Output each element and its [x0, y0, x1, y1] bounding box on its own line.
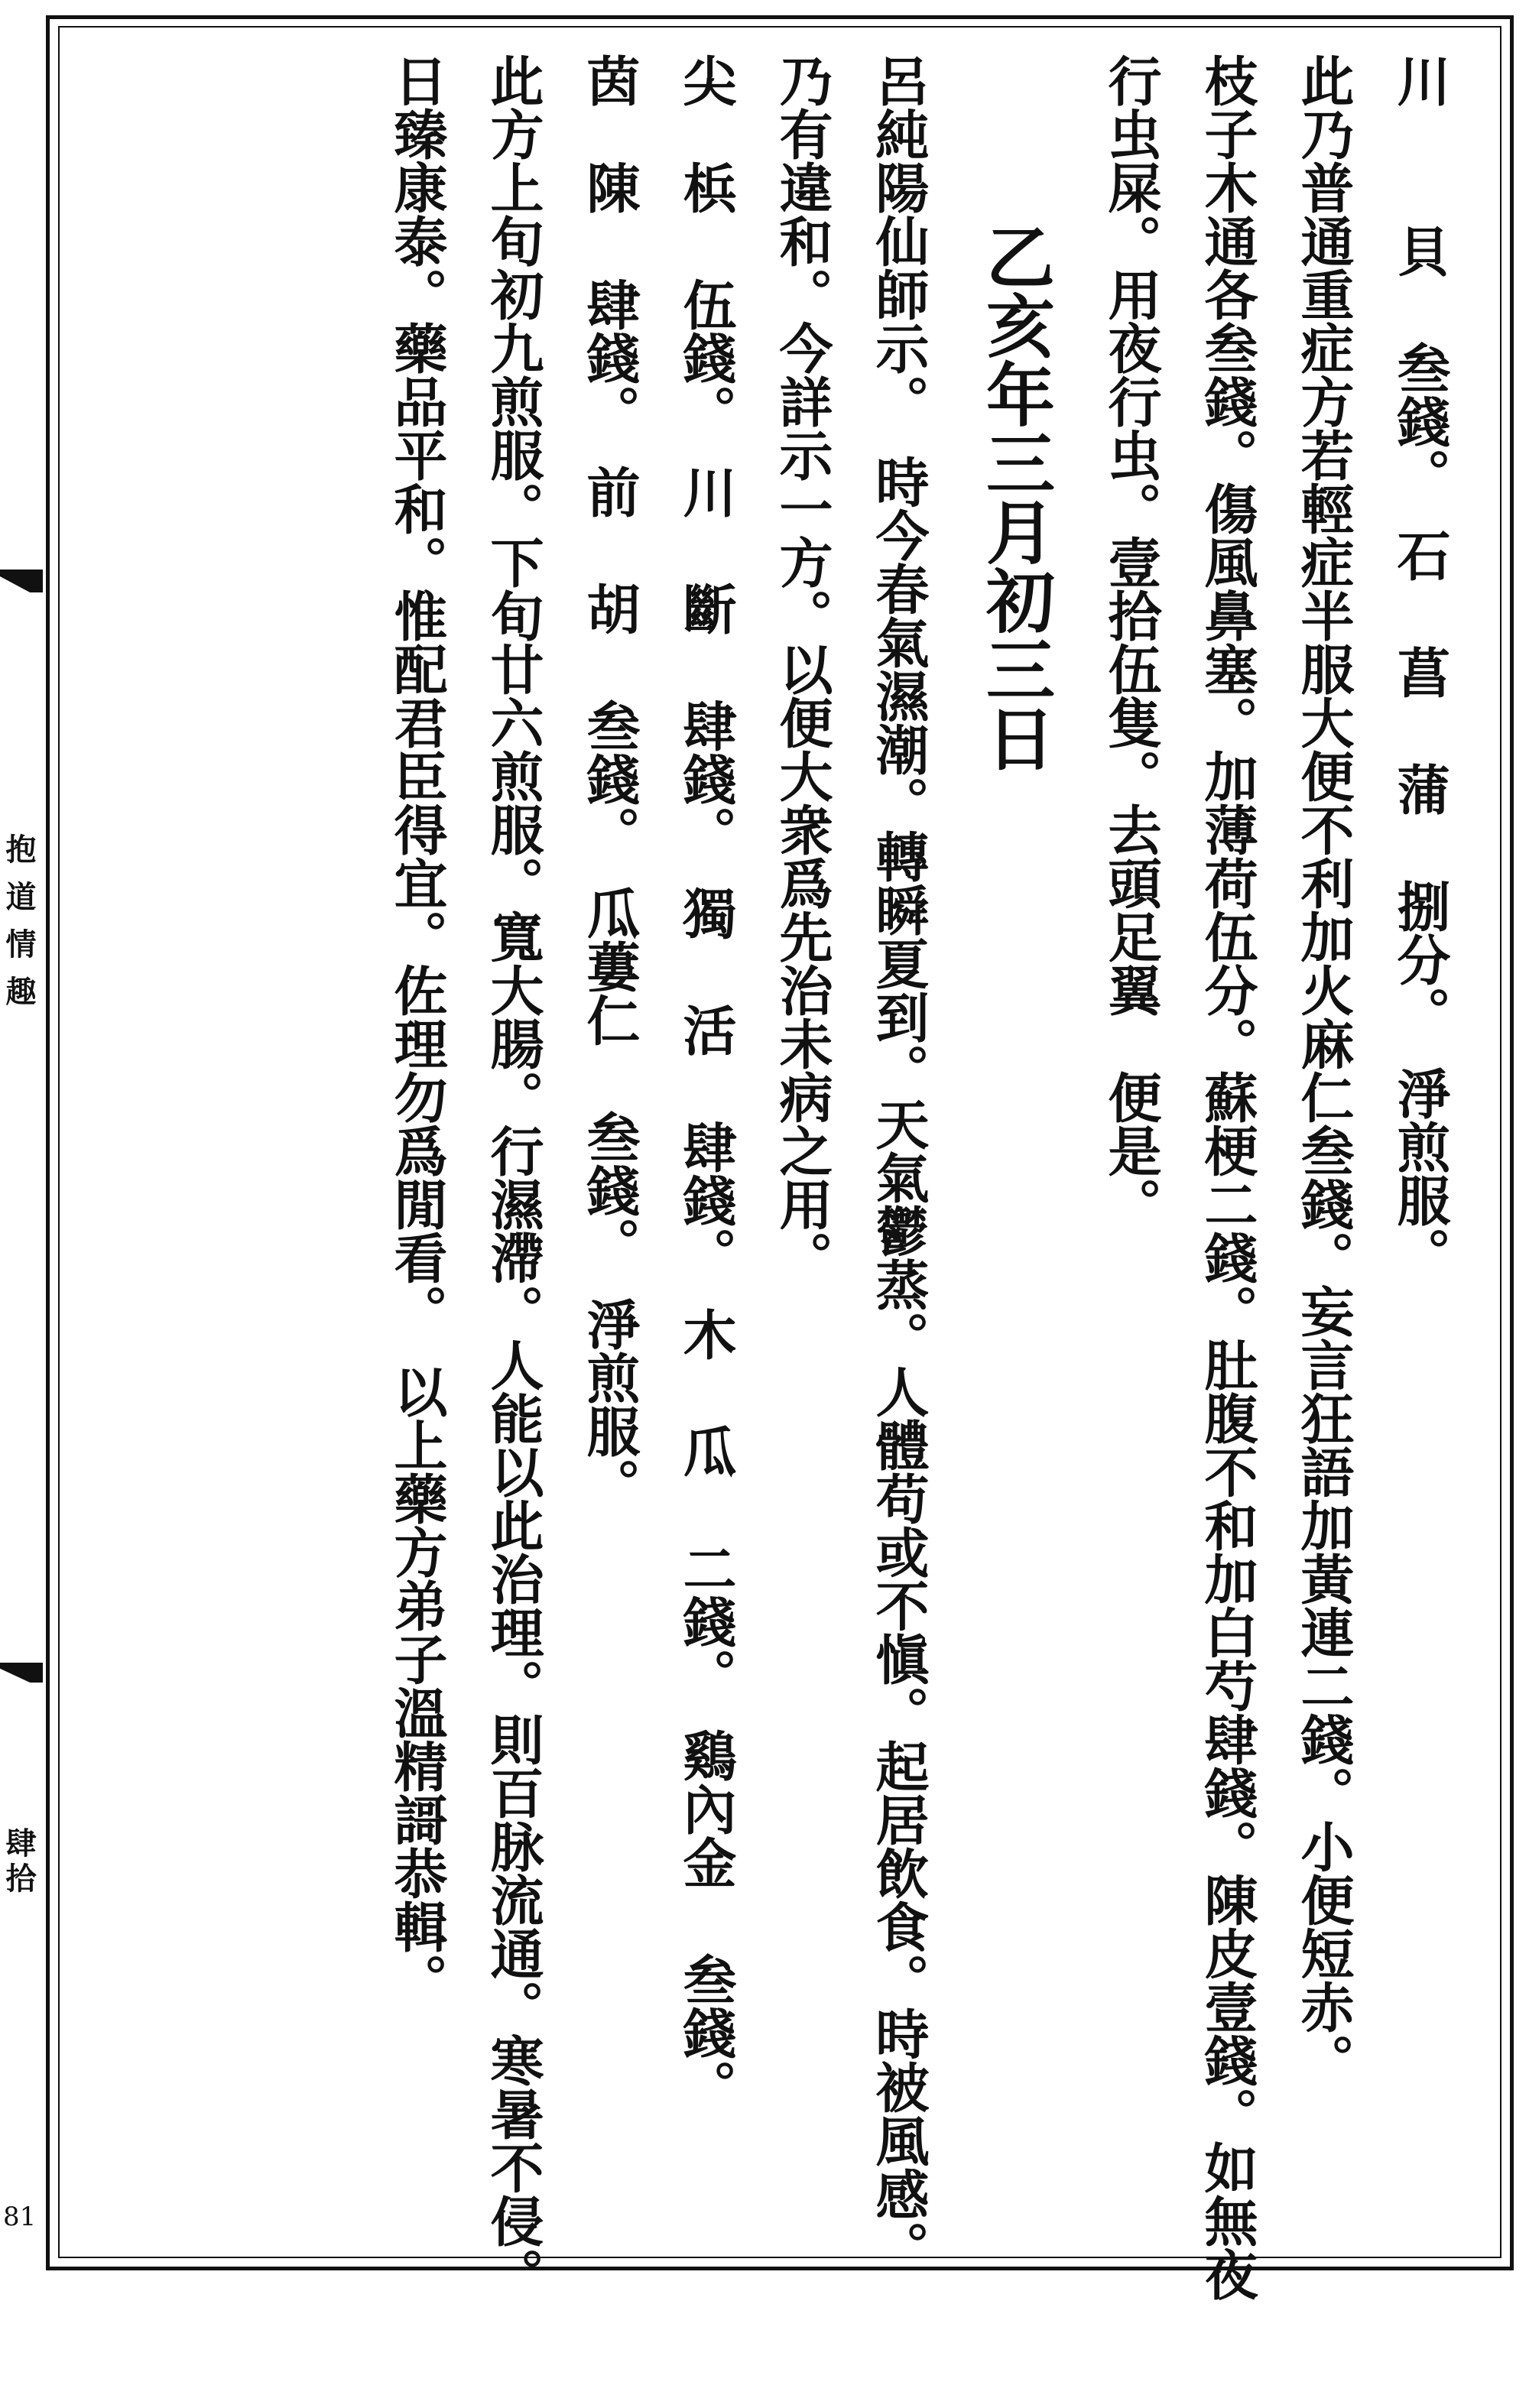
page-number: 81: [3, 2202, 37, 2232]
text-column-4: 行虫屎。用夜行虫。壹拾伍隻。去頭足翼 便是。: [1099, 54, 1163, 1231]
text-column-11: 日臻康泰。藥品平和。惟配君臣得宜。佐理勿爲閒看。 以上藥方弟子溫精謌恭輯。: [385, 54, 449, 2007]
fishtail-mark-bottom: [0, 1663, 43, 1683]
leaf-number: 肆拾: [1, 1827, 37, 1897]
text-column-8: 尖 梹 伍錢。 川 斷 肆錢。 獨 活 肆錢。 木 瓜 二錢。 鷄內金 叁錢。: [674, 54, 738, 2113]
text-body: [92, 54, 1468, 2301]
text-column-10: 此方上旬初九煎服。下旬廿六煎服。寬大腸。行濕滯。人能以此治理。則百脉流通。寒暑不侵。: [482, 54, 545, 2301]
book-title: 抱道情趣: [1, 833, 37, 1023]
text-column-6: 呂純陽仙師示。 時今春氣濕潮。轉瞬夏到。天氣鬱蒸。人體苟或不愼。起居飲食。時被風感。: [867, 54, 930, 2274]
text-column-3: 枝子木通各叁錢。傷風鼻塞。加薄荷伍分。蘇梗二錢。肚腹不和加白芍肆錢。陳皮壹錢。如無夜: [1196, 54, 1259, 2301]
text-column-9: 茵 陳 肆錢。 前 胡 叁錢。 瓜蔞仁 叁錢。 淨煎服。: [578, 54, 641, 1511]
margin-strip: [0, 0, 44, 2293]
text-column-1: 川 貝 叁錢。 石 菖 蒲 捌分。 淨煎服。: [1388, 54, 1452, 1280]
text-column-2: 此乃普通重症方若輕症半服大便不利加火麻仁叁錢。妄言狂語加黃連二錢。小便短赤。: [1292, 54, 1355, 2087]
fishtail-mark-top: [0, 570, 43, 592]
date-heading: 乙亥年三月初三日: [974, 222, 1055, 772]
text-column-7: 乃有違和。今詳示一方。以便大衆爲先治未病之用。: [771, 54, 834, 1284]
